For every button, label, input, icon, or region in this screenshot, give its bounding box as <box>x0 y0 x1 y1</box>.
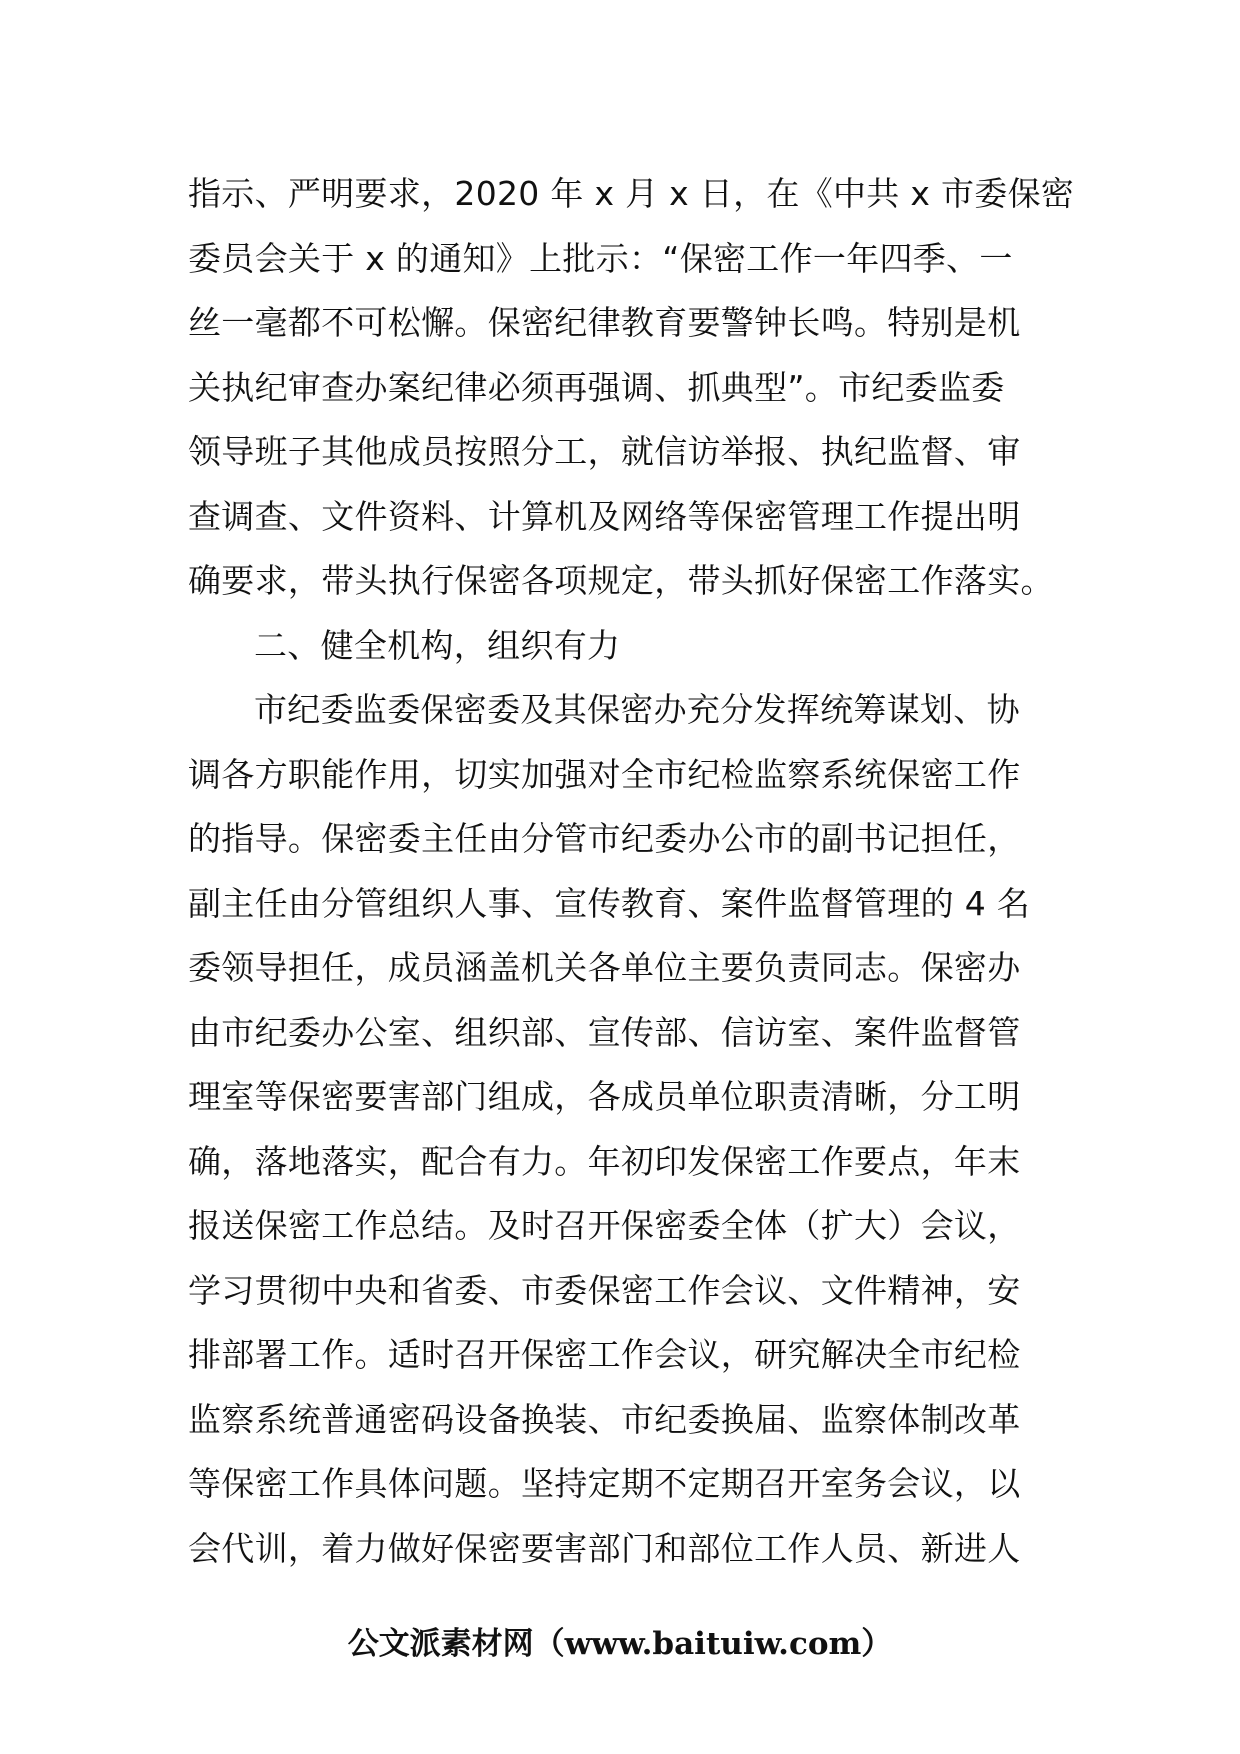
section-heading: 二、健全机构，组织有力 <box>254 625 621 665</box>
text-line: 查调查、文件资料、计算机及网络等保密管理工作提出明 <box>188 496 1021 536</box>
text-line: 委员会关于 x 的通知》上批示：“保密工作一年四季、一 <box>188 238 1013 278</box>
text-line: 指示、严明要求，2020 年 x 月 x 日，在《中共 x 市委保密 <box>188 174 1075 213</box>
text-line: 领导班子其他成员按照分工，就信访举报、执纪监督、审 <box>188 432 1021 471</box>
page-footer: 公文派素材网（www.baituiw.com） <box>347 1626 893 1662</box>
text-line: 由市纪委办公室、组织部、宣传部、信访室、案件监督管 <box>188 1012 1021 1052</box>
text-line: 理室等保密要害部门组成，各成员单位职责清晰，分工明 <box>188 1077 1021 1116</box>
text-line: 学习贯彻中央和省委、市委保密工作会议、文件精神，安 <box>188 1270 1021 1310</box>
text-line: 排部署工作。适时召开保密工作会议，研究解决全市纪检 <box>188 1335 1021 1374</box>
text-line: 丝一毫都不可松懈。保密纪律教育要警钟长鸣。特别是机 <box>188 303 1021 342</box>
text-line: 确，落地落实，配合有力。年初印发保密工作要点，年末 <box>188 1141 1021 1181</box>
text-line: 市纪委监委保密委及其保密办充分发挥统筹谋划、协 <box>254 690 1020 729</box>
text-line: 的指导。保密委主任由分管市纪委办公市的副书记担任， <box>188 819 1021 858</box>
text-line: 调各方职能作用，切实加强对全市纪检监察系统保密工作 <box>188 754 1021 794</box>
document-body <box>188 162 1075 1581</box>
text-line: 副主任由分管组织人事、宣传教育、案件监督管理的 4 名 <box>188 883 1031 923</box>
text-line: 会代训，着力做好保密要害部门和部位工作人员、新进人 <box>188 1528 1021 1568</box>
text-line: 确要求，带头执行保密各项规定，带头抓好保密工作落实。 <box>188 561 1054 600</box>
text-line: 委领导担任，成员涵盖机关各单位主要负责同志。保密办 <box>188 948 1021 987</box>
text-line: 关执纪审查办案纪律必须再强调、抓典型”。市纪委监委 <box>188 367 1005 407</box>
text-line: 等保密工作具体问题。坚持定期不定期召开室务会议，以 <box>188 1464 1021 1503</box>
text-line: 报送保密工作总结。及时召开保密委全体（扩大）会议， <box>188 1206 1021 1245</box>
text-line: 监察系统普通密码设备换装、市纪委换届、监察体制改革 <box>188 1399 1021 1439</box>
